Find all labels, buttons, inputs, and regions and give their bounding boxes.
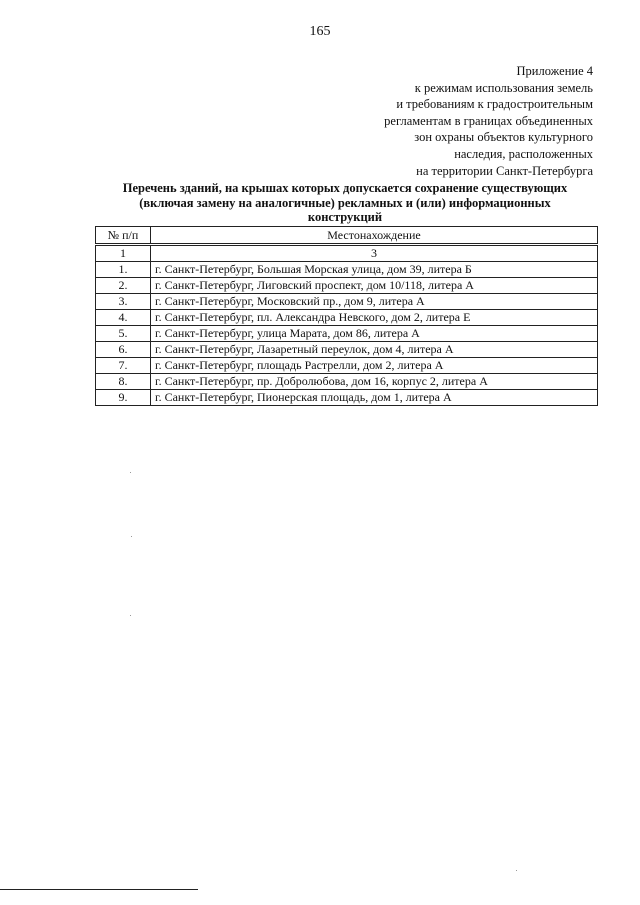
row-number: 6.: [96, 342, 151, 358]
table-row: [96, 374, 598, 390]
appendix-note: [333, 63, 593, 179]
footer-rule: [0, 889, 198, 890]
appendix-line: регламентам в границах объединенных: [384, 113, 593, 128]
row-location: г. Санкт-Петербург, Московский пр., дом 9, литера А: [151, 294, 598, 310]
title-line: Перечень зданий, на крышах которых допускается сохранение существующих: [122, 181, 568, 195]
scan-speck: [130, 615, 131, 616]
row-number: 5.: [96, 326, 151, 342]
row-number: 8.: [96, 374, 151, 390]
row-location: г. Санкт-Петербург, Лазаретный переулок, дом 4, литера А: [151, 342, 598, 358]
appendix-line: к режимам использования земель: [414, 80, 593, 95]
column-number-cell: 1: [96, 245, 151, 262]
table-row: [96, 310, 598, 326]
appendix-line: Приложение 4: [516, 64, 593, 78]
row-location: г. Санкт-Петербург, Пионерская площадь, дом 1, литера А: [151, 390, 598, 406]
table-row: [96, 262, 598, 278]
table-header-row: [96, 227, 598, 245]
table-row: [96, 278, 598, 294]
row-number: 1.: [96, 262, 151, 278]
row-number: 2.: [96, 278, 151, 294]
row-location: г. Санкт-Петербург, пр. Добролюбова, дом 16, корпус 2, литера А: [151, 374, 598, 390]
column-number-cell: 3: [151, 245, 598, 262]
title-line: конструкций: [307, 210, 383, 224]
row-number: 7.: [96, 358, 151, 374]
row-location: г. Санкт-Петербург, Большая Морская улица, дом 39, литера Б: [151, 262, 598, 278]
row-location: г. Санкт-Петербург, улица Марата, дом 86, литера А: [151, 326, 598, 342]
row-location: г. Санкт-Петербург, пл. Александра Невского, дом 2, литера Е: [151, 310, 598, 326]
row-number: 4.: [96, 310, 151, 326]
appendix-line: на территории Санкт-Петербурга: [416, 163, 593, 178]
header-location: Местонахождение: [151, 227, 598, 245]
appendix-line: и требованиям к градостроительным: [396, 97, 593, 112]
title-line: (включая замену на аналогичные) рекламных и (или) информационных: [139, 195, 551, 210]
row-location: г. Санкт-Петербург, площадь Растрелли, дом 2, литера А: [151, 358, 598, 374]
document-title: [95, 181, 595, 225]
scan-speck: [130, 472, 131, 473]
row-number: 9.: [96, 390, 151, 406]
page-number: 165: [309, 24, 331, 39]
scan-speck: [516, 870, 517, 871]
table-row: [96, 358, 598, 374]
buildings-table: [95, 226, 598, 406]
table-row: [96, 326, 598, 342]
appendix-line: зон охраны объектов культурного: [414, 130, 593, 145]
column-numbering-row: [96, 245, 598, 262]
table-row: [96, 294, 598, 310]
table-row: [96, 390, 598, 406]
row-number: 3.: [96, 294, 151, 310]
header-number: № п/п: [96, 227, 151, 245]
row-location: г. Санкт-Петербург, Лиговский проспект, дом 10/118, литера А: [151, 278, 598, 294]
appendix-line: наследия, расположенных: [454, 146, 593, 161]
scan-speck: [131, 536, 132, 537]
table-row: [96, 342, 598, 358]
